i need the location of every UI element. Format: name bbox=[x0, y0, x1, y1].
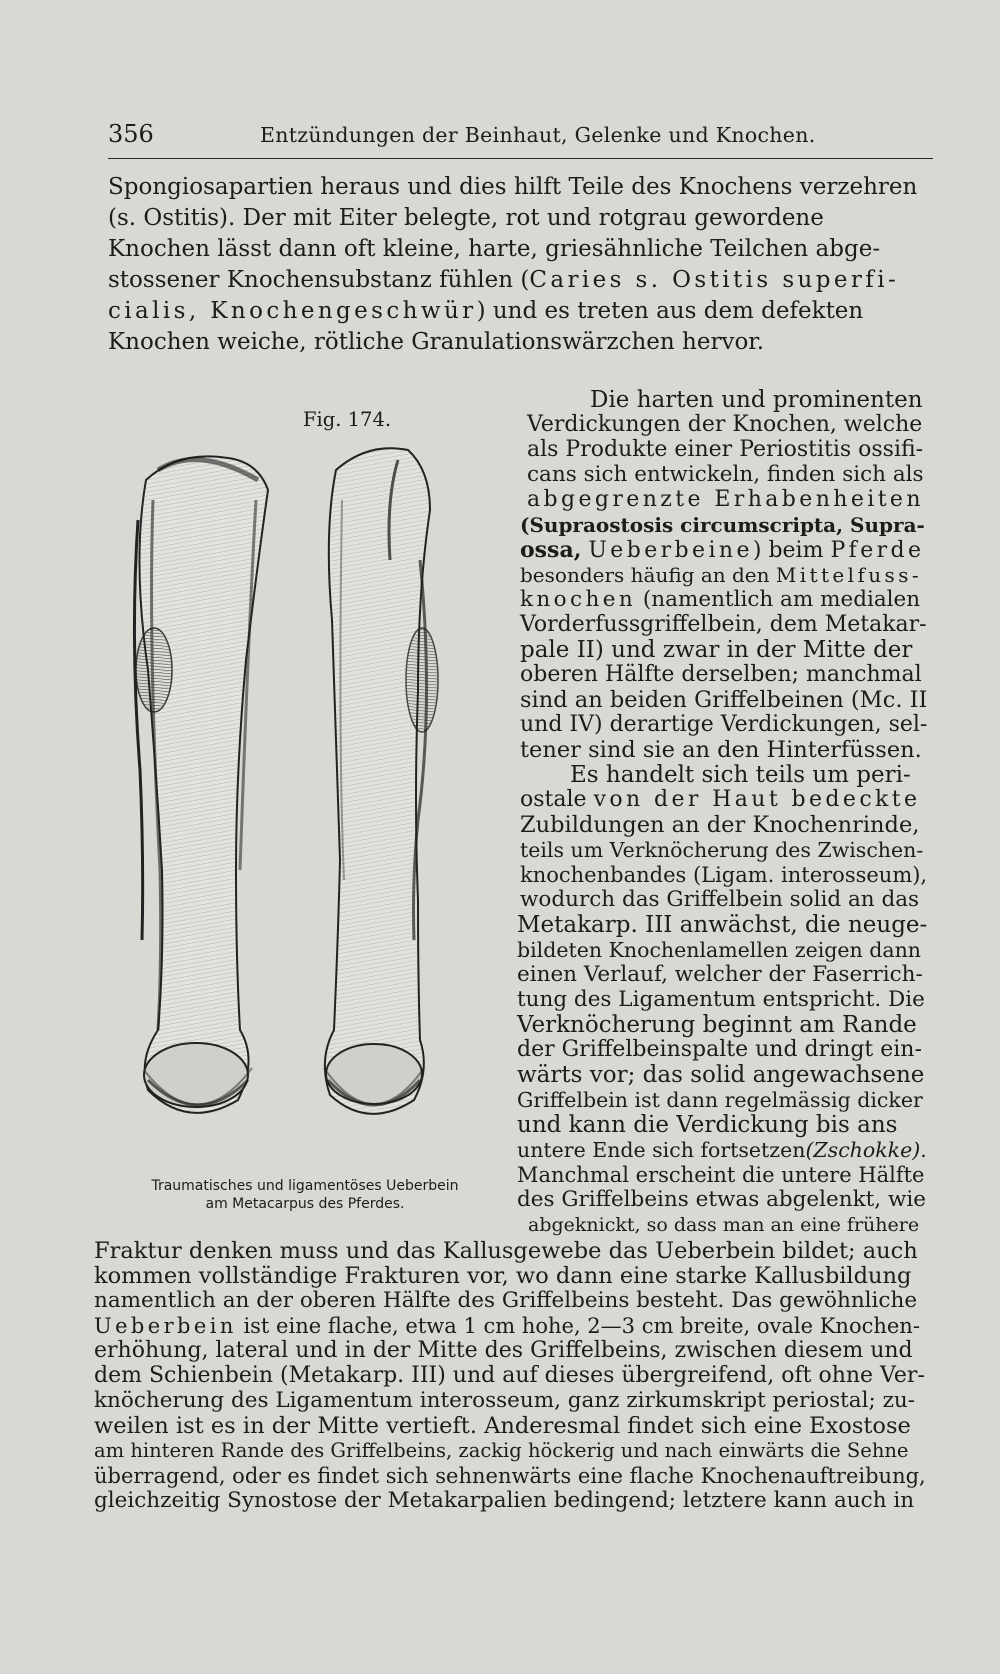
text-line: untere Ende sich fortsetzen(Zschokke). bbox=[517, 1138, 927, 1162]
figure-caption-line: Traumatisches und ligamentöses Ueberbein bbox=[151, 1178, 459, 1194]
text-line: stossener Knochensubstanz fühlen (Caries s. Ostitis superfi- bbox=[108, 267, 900, 293]
text-line: gleichzeitig Synostose der Metakarpalien bedingend; letztere kann auch in bbox=[94, 1488, 915, 1513]
bone-illustration bbox=[118, 440, 490, 1180]
spaced-term: abgegrenzte Erhabenheiten bbox=[527, 487, 924, 512]
text-line: besonders häufig an den Mittelfuss- bbox=[520, 563, 923, 587]
text-line: oberen Hälfte derselben; manchmal bbox=[520, 662, 922, 687]
text-line: Griffelbein ist dann regelmässig dicker bbox=[517, 1088, 923, 1112]
text-line: bildeten Knochenlamellen zeigen dann bbox=[517, 938, 921, 962]
text-line: Zubildungen an der Knochenrinde, bbox=[520, 812, 920, 838]
text-line: und IV) derartige Verdickungen, sel- bbox=[520, 712, 928, 737]
text-line: abgeknickt, so dass man an eine frühere bbox=[528, 1214, 920, 1236]
text-line: Manchmal erscheint die untere Hälfte bbox=[517, 1163, 925, 1187]
running-title: Entzündungen der Beinhaut, Gelenke und Knochen. bbox=[260, 123, 816, 147]
figure-caption-line: am Metacarpus des Pferdes. bbox=[205, 1196, 405, 1212]
text-line: des Griffelbeins etwas abgelenkt, wie bbox=[517, 1187, 926, 1212]
figure-label: Fig. 174. bbox=[303, 408, 392, 431]
text-line: Knochen lässt dann oft kleine, harte, griesähnliche Teilchen abge- bbox=[108, 236, 881, 262]
text-line: namentlich an der oberen Hälfte des Griffelbeins besteht. Das gewöhnliche bbox=[94, 1288, 918, 1313]
text-line: Ueberbein ist eine flache, etwa 1 cm hohe, 2—3 cm breite, ovale Knochen- bbox=[94, 1314, 920, 1338]
text-line: knochenbandes (Ligam. interosseum), bbox=[520, 863, 928, 887]
text-line: dem Schienbein (Metakarp. III) und auf dieses übergreifend, oft ohne Ver- bbox=[94, 1363, 925, 1388]
text-line: kommen vollständige Frakturen vor, wo dann eine starke Kallusbildung bbox=[94, 1263, 912, 1289]
text-line: cans sich entwickeln, finden sich als bbox=[527, 462, 924, 487]
left-bone bbox=[134, 456, 268, 1113]
text-line: Vorderfussgriffelbein, dem Metakar- bbox=[520, 612, 927, 637]
text-line: erhöhung, lateral und in der Mitte des Griffelbeins, zwischen diesem und bbox=[94, 1338, 913, 1363]
spaced-term: cialis, Knochengeschwür bbox=[108, 298, 477, 324]
text-line: Metakarp. III anwächst, die neuge- bbox=[517, 912, 928, 938]
text-line: wärts vor; das solid angewachsene bbox=[517, 1062, 925, 1088]
text-line: Verdickungen der Knochen, welche bbox=[527, 412, 923, 437]
text-line: Spongiosapartien heraus und dies hilft Teile des Knochens verzehren bbox=[108, 174, 918, 200]
text-line: überragend, oder es findet sich sehnenwärts eine flache Knochenauftreibung, bbox=[94, 1464, 926, 1488]
text-line: und kann die Verdickung bis ans bbox=[517, 1112, 898, 1138]
text-line: cialis, Knochengeschwür) und es treten aus dem defekten bbox=[108, 298, 864, 324]
page-header bbox=[108, 120, 933, 156]
right-bone bbox=[324, 448, 438, 1114]
text-line: tung des Ligamentum entspricht. Die bbox=[517, 987, 925, 1012]
text-line: sind an beiden Griffelbeinen (Mc. II bbox=[520, 687, 928, 713]
text-line: pale II) und zwar in der Mitte der bbox=[520, 637, 913, 663]
text-line: der Griffelbeinspalte und dringt ein- bbox=[517, 1037, 922, 1062]
text-line: knochen (namentlich am medialen bbox=[520, 587, 921, 612]
text-line: Fraktur denken muss und das Kallusgewebe das Ueberbein bildet; auch bbox=[94, 1238, 918, 1264]
text-line: einen Verlauf, welcher der Faserrich- bbox=[517, 962, 923, 987]
text-line: (s. Ostitis). Der mit Eiter belegte, rot und rotgrau gewordene bbox=[108, 205, 824, 231]
citation: (Zschokke). bbox=[805, 1138, 927, 1162]
text-line: Knochen weiche, rötliche Granulationswärzchen hervor. bbox=[108, 329, 765, 355]
text-line: als Produkte einer Periostitis ossifi- bbox=[527, 437, 924, 462]
page-number: 356 bbox=[108, 120, 154, 148]
text-line: teils um Verknöcherung des Zwischen- bbox=[520, 838, 924, 862]
text-line: weilen ist es in der Mitte vertieft. Anderesmal findet sich eine Exostose bbox=[94, 1413, 911, 1439]
text-line: ostale von der Haut bedeckte bbox=[520, 787, 921, 812]
spaced-term: Caries s. Ostitis superfi- bbox=[529, 267, 900, 293]
text-line: Die harten und prominenten bbox=[590, 387, 923, 413]
header-rule bbox=[108, 158, 933, 159]
text-line: Es handelt sich teils um peri- bbox=[570, 762, 911, 788]
text-line: Verknöcherung beginnt am Rande bbox=[517, 1012, 917, 1038]
bold-term: (Supraostosis circumscripta, Supra- bbox=[520, 513, 925, 537]
text-line: wodurch das Griffelbein solid an das bbox=[520, 887, 920, 912]
text-line: ossa, Ueberbeine) beim Pferde bbox=[520, 537, 925, 563]
text-line: am hinteren Rande des Griffelbeins, zackig höckerig und nach einwärts die Sehne bbox=[94, 1439, 909, 1462]
text-line: tener sind sie an den Hinterfüssen. bbox=[520, 737, 922, 763]
text-line: knöcherung des Ligamentum interosseum, ganz zirkumskript periostal; zu- bbox=[94, 1388, 916, 1413]
